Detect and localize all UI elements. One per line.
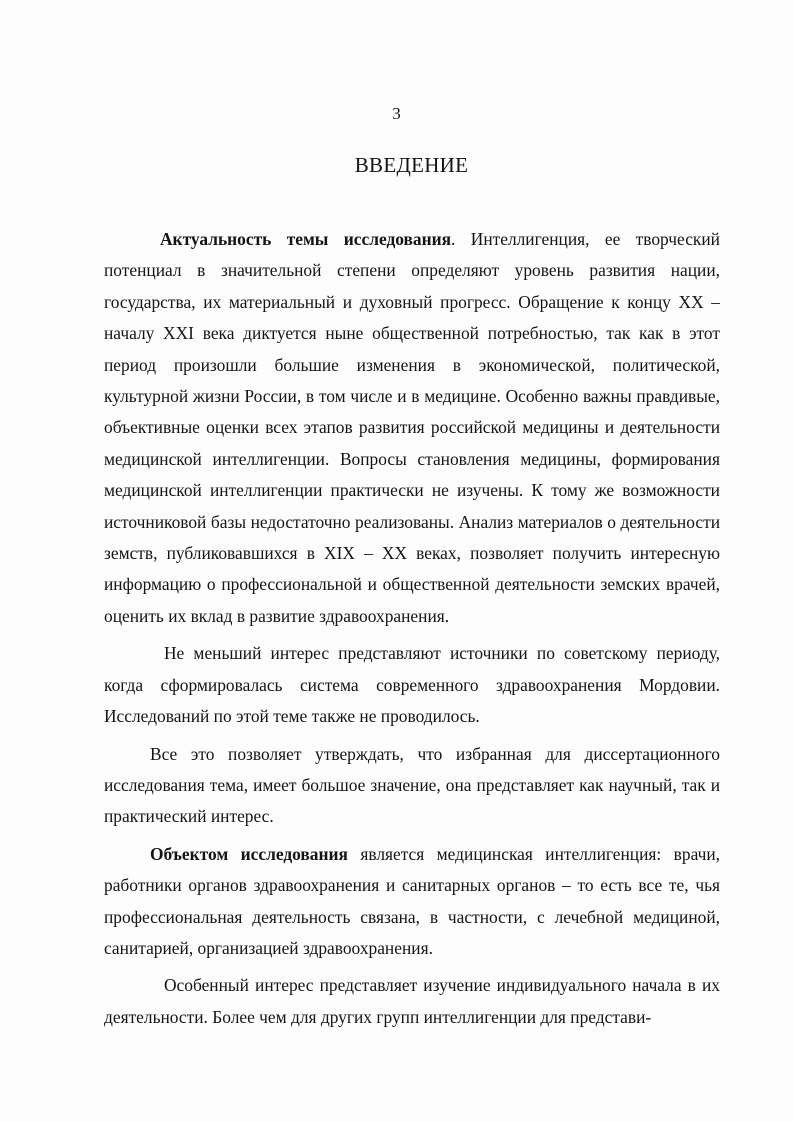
paragraph-text: . Интеллигенция, ее творческий потенциал в значительной степени определяют уровень развития нации, государства, их материальный и духовный прогресс. Обращение к концу XX – началу XXI века диктуется ныне общественной потребностью, так как в этот период произошли большие изменения в экономической, политической, культурной жизни России, в том числе и в медицине. Особенно важны правдивые, объективные оценки всех этапов развития российской медицины и деятельности медицинской интеллигенции. Вопросы становления медицины, формирования медицинской интеллигенции практически не изучены. К тому же возможности источниковой базы недостаточно реализованы. Анализ материалов о деятельности земств, публиковавшихся в XIX – XX веках, позволяет получить интересную информацию о профессиональной и общественной деятельности земских врачей, оценить их вклад в развитие здравоохранения. — [104, 229, 720, 626]
paragraph-lead-bold: Объектом исследования — [150, 843, 348, 864]
paragraph-relevance — [104, 224, 720, 632]
paragraph-text: Все это позволяет утверждать, что избранная для диссертационного исследования тема, имеет большое значение, она представляет как научный, так и практический интерес. — [104, 743, 720, 827]
paragraph-soviet-period — [104, 638, 720, 732]
paragraph-object — [104, 839, 720, 965]
page-number: 3 — [392, 104, 401, 123]
body-text — [104, 224, 720, 1039]
paragraph-individual — [104, 970, 720, 1033]
paragraph-text: Не меньший интерес представляют источники по советскому периоду, когда сформировалась система современного здравоохранения Мордовии. Исследований по этой теме также не проводилось. — [104, 643, 720, 727]
paragraph-text: является медицинская интеллигенция: врачи, работники органов здравоохранения и санитарных органов – то есть все те, чья профессиональная деятельность связана, в частности, с лечебной медициной, санитарией, организацией здравоохранения. — [104, 843, 720, 958]
section-heading: ВВЕДЕНИЕ — [354, 153, 469, 177]
paragraph-text: Особенный интерес представляет изучение индивидуального начала в их деятельности. Более чем для других групп интеллигенции для представи- — [104, 975, 720, 1027]
paragraph-lead-bold: Актуальность темы исследования — [160, 229, 452, 249]
paragraph-significance — [104, 739, 720, 833]
